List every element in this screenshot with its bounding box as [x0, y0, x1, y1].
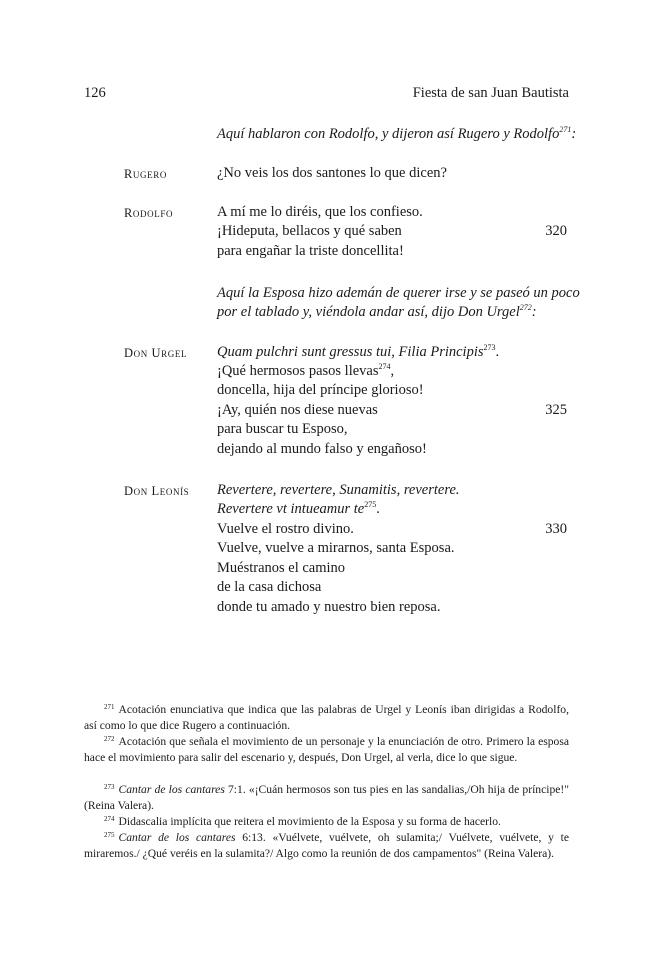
verse-number: 320 — [545, 223, 567, 239]
latin-quote: Revertere, revertere, Sunamitis, revertere. — [217, 482, 460, 498]
footnote-text: Acotación que señala el movimiento de un personaje y la enunciación de otro. Primero la esposa hace el movimiento para salir del escenario y, después, Don Urgel, al verla, dice lo que sigue. — [84, 735, 569, 764]
speaker-don-urgel: Don Urgel — [124, 346, 188, 360]
stage-direction: Aquí la Esposa hizo ademán de querer irse y se paseó un poco — [217, 285, 580, 301]
footnote-text: Didascalia implícita que reitera el movimiento de la Esposa y su forma de hacerlo. — [118, 815, 501, 828]
verse-line: ¿No veis los dos santones lo que dicen? — [217, 165, 447, 181]
stage-direction-text: Aquí hablaron con Rodolfo, y dijeron así Rugero y Rodolfo — [217, 126, 560, 142]
stage-direction-punct: : — [571, 126, 577, 142]
footnote — [84, 814, 569, 830]
verse-punct: . — [376, 501, 380, 517]
verse-line: ¡Hideputa, bellacos y qué saben — [217, 223, 402, 239]
footnote-text: 7:1. «¡Cuán hermosos son tus pies en las sandalias,/Oh hija de príncipe!" (Reina Valera). — [84, 783, 569, 812]
verse-line — [217, 343, 499, 361]
speaker-don-leonis: Don Leonís — [124, 484, 190, 498]
footnote-number: 271 — [104, 703, 115, 711]
footnote-source: Cantar de los cantares — [118, 831, 236, 844]
footnote-number: 274 — [104, 815, 115, 823]
stage-direction — [217, 303, 537, 321]
footnote-ref: 274 — [378, 362, 391, 371]
footnote-number: 273 — [104, 783, 115, 791]
verse-line: de la casa dichosa — [217, 579, 322, 595]
verse-line: para engañar la triste doncellita! — [217, 243, 404, 259]
speaker-rodolfo: Rodolfo — [124, 206, 174, 220]
verse-line: donde tu amado y nuestro bien reposa. — [217, 599, 441, 615]
stage-direction — [217, 125, 576, 143]
verse-number: 325 — [545, 402, 567, 418]
verse-line — [217, 362, 394, 380]
page-number: 126 — [84, 85, 106, 101]
verse-line: para buscar tu Esposo, — [217, 421, 348, 437]
footnote-source: Cantar de los cantares — [118, 783, 225, 796]
footnote-text: 6:13. «Vuélvete, vuélvete, oh sulamita;/ Vuélvete, vuélvete, y te miraremos./ ¿Qué veréis en la sulamita?/ Algo como la reunión de dos campamentos" (Reina Valera). — [84, 831, 569, 860]
verse-line: Muéstranos el camino — [217, 560, 346, 576]
footnote-number: 272 — [104, 735, 115, 743]
stage-direction-punct: : — [531, 304, 537, 320]
verse-line — [217, 500, 380, 518]
latin-quote: Revertere vt intueamur te — [217, 501, 365, 517]
verse-text: ¡Qué hermosos pasos llevas — [217, 363, 379, 379]
footnote-text: Acotación enunciativa que indica que las palabras de Urgel y Leonís iban dirigidas a Rodolfo, así como lo que dice Rugero a continuación. — [84, 703, 569, 732]
running-title: Fiesta de san Juan Bautista — [412, 85, 569, 101]
footnote-ref: 271 — [559, 125, 572, 134]
footnote-number: 275 — [104, 831, 115, 839]
footnote-ref: 272 — [519, 303, 532, 312]
verse-line: dejando al mundo falso y engañoso! — [217, 441, 427, 457]
stage-direction-text: por el tablado y, viéndola andar así, dijo Don Urgel — [217, 304, 520, 320]
verse-punct: . — [495, 344, 500, 360]
verse-line: Vuelve el rostro divino. — [217, 521, 354, 537]
verse-line: A mí me lo diréis, que los confieso. — [217, 204, 423, 220]
footnote-ref: 273 — [483, 343, 496, 352]
latin-quote: Quam pulchri sunt gressus tui, Filia Principis — [217, 344, 484, 360]
verse-line: Vuelve, vuelve a mirarnos, santa Esposa. — [217, 540, 455, 556]
footnote — [84, 830, 569, 862]
verse-line: ¡Ay, quién nos diese nuevas — [217, 402, 378, 418]
verse-punct: , — [390, 363, 395, 379]
footnote — [84, 702, 569, 734]
footnote — [84, 782, 569, 814]
speaker-rugero: Rugero — [124, 167, 167, 181]
footnote — [84, 734, 569, 766]
verse-line: doncella, hija del príncipe glorioso! — [217, 382, 424, 398]
verse-number: 330 — [545, 521, 567, 537]
footnote-ref: 275 — [364, 500, 377, 509]
